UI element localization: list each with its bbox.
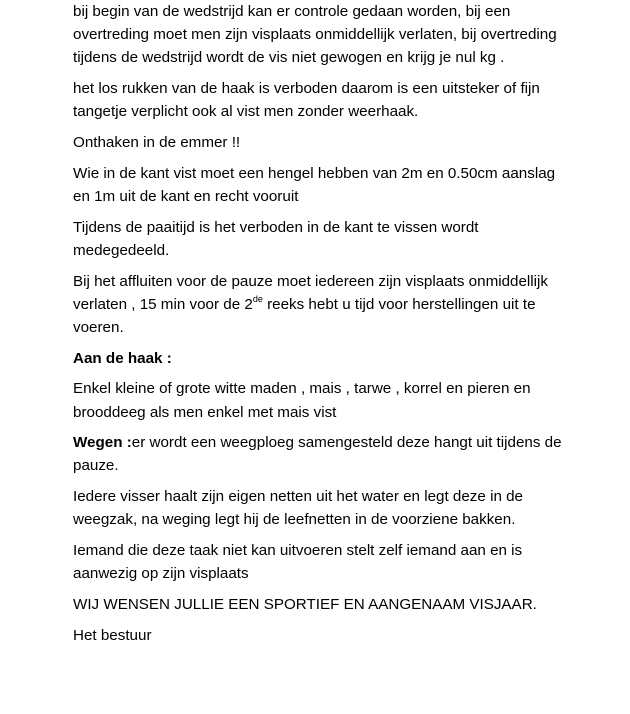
paragraph-weighing xyxy=(73,431,563,477)
paragraph-spawning-time: Tijdens de paaitijd is het verboden in de kant te vissen wordt medegedeeld. xyxy=(73,218,479,259)
paragraph-shore-fishing: Wie in de kant vist moet een hengel hebben van 2m en 0.50cm aanslag en 1m uit de kant en recht vooruit xyxy=(73,164,556,205)
label-weighing: Wegen : xyxy=(73,434,132,452)
paragraph-bait-list: Enkel kleine of grote witte maden , mais , tarwe , korrel en pieren en brooddeeg als men enkel met mais vist xyxy=(73,380,531,421)
paragraph-break-whistle-part2: reeks hebt u tijd voor herstellingen uit te voeren. xyxy=(73,295,536,336)
signature-board: Het bestuur xyxy=(73,626,152,644)
document-body xyxy=(73,0,563,654)
paragraph-control: bij begin van de wedstrijd kan er controle gedaan worden, bij een overtreding moet men zijn visplaats onmiddellijk verlaten, bij overtreding tijdens de wedstrijd wordt de vis niet gewogen en krijg je nul kg . xyxy=(73,3,557,67)
paragraph-unhook-bucket: Onthaken in de emmer !! xyxy=(73,134,241,152)
heading-bait: Aan de haak : xyxy=(73,349,172,367)
paragraph-break-whistle-part1: Bij het affluiten voor de pauze moet iedereen zijn visplaats onmiddellijk verlaten , 15 min voor de 2 xyxy=(73,272,549,313)
superscript-de: de xyxy=(252,293,263,304)
paragraph-break-whistle xyxy=(73,270,563,340)
paragraph-wishes: WIJ WENSEN JULLIE EEN SPORTIEF EN AANGENAAM VISJAAR. xyxy=(73,595,537,613)
paragraph-substitute: Iemand die deze taak niet kan uitvoeren stelt zelf iemand aan en is aanwezig op zijn visplaats xyxy=(73,542,523,583)
paragraph-hook-removal: het los rukken van de haak is verboden daarom is een uitsteker of fijn tangetje verplicht ook al vist men zonder weerhaak. xyxy=(73,80,540,121)
paragraph-nets: Iedere visser haalt zijn eigen netten uit het water en legt deze in de weegzak, na weging legt hij de leefnetten in de voorziene bakken. xyxy=(73,488,524,529)
paragraph-weighing-text: er wordt een weegploeg samengesteld deze hangt uit tijdens de pauze. xyxy=(73,434,562,475)
